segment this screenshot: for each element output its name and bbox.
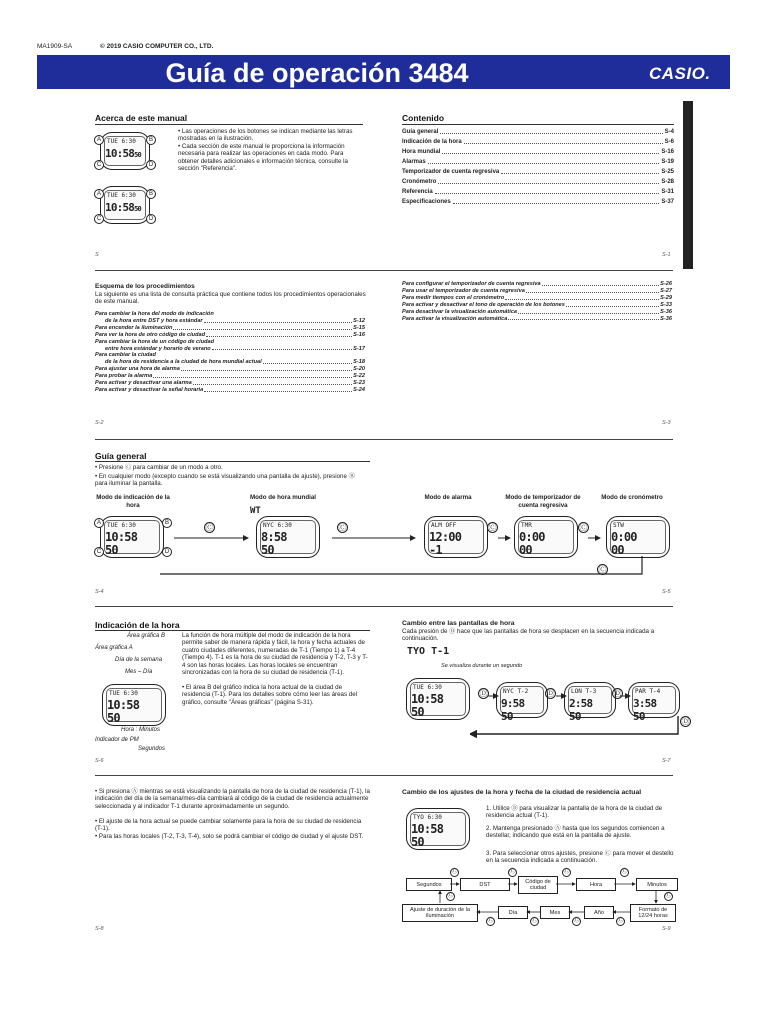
title-bar — [37, 55, 730, 89]
d-button-icon: Ⓓ — [546, 689, 555, 698]
procedures-intro: La siguiente es una lista de consulta práctica que contiene todos los procedimientos operacionales de este manual. — [95, 291, 366, 306]
note-bullet-2: • El ajuste de la hora actual se puede cambiar solamente para la hora de su ciudad de residencia (T-1). — [95, 818, 362, 833]
copyright: © 2019 CASIO COMPUTER CO., LTD. — [100, 43, 214, 50]
mode-label-timekeeping: Modo de indicación de la hora — [96, 494, 170, 509]
separator — [95, 439, 673, 440]
settings-title: Cambio de los ajustes de la hora y fecha de la ciudad de residencia actual — [402, 789, 642, 796]
watch-illustration-1: TUE 6:30 10:5850 A B C D — [94, 130, 154, 170]
c-button-icon: Ⓒ — [205, 523, 214, 532]
settings-step-3: 3. Para seleccionar otros ajustes, presione Ⓒ para mover el destello en la secuencia indicada a continuación. — [486, 850, 674, 865]
c-button-icon: Ⓒ — [509, 869, 516, 875]
label-graphic-a: Área gráfica A — [95, 645, 133, 651]
setting-box: Hora — [576, 878, 616, 891]
timekeeping-watch: TUE 6:30 10:58 50 — [96, 682, 174, 726]
timekeeping-title: Indicación de la hora — [95, 620, 180, 630]
mode-label-world-time: Modo de hora mundial — [250, 494, 316, 501]
one-second-note: Se visualiza durante un segundo — [441, 663, 523, 669]
c-button-icon: Ⓒ — [598, 565, 607, 574]
page-number: S-2 — [95, 420, 104, 426]
about-rule — [95, 124, 363, 125]
general-bullet-1: • Presione Ⓒ para cambiar de un modo a otro. — [95, 464, 223, 471]
c-button-icon: Ⓒ — [451, 869, 458, 875]
mode-label-alarm: Modo de alarma — [424, 494, 472, 501]
c-button-icon: Ⓒ — [531, 918, 538, 924]
procedure-item[interactable]: Para configurar el temporizador de cuenta regresiva S-26 — [402, 281, 672, 287]
contents-title: Contenido — [402, 113, 445, 123]
procedures-title: Esquema de los procedimientos — [95, 283, 195, 290]
cycle-watch-t1: TUE 6:30 10:58 50 — [400, 676, 478, 720]
mode-watch-world-time: NYC 6:30 8:58 50 — [250, 514, 328, 558]
setting-box: Segundos — [406, 878, 452, 891]
c-button-icon: Ⓒ — [665, 893, 672, 899]
page-number: S-6 — [95, 758, 104, 764]
procedure-item[interactable]: Para activar y desactivar una alarma S-23 — [95, 380, 365, 387]
setting-box: Ajuste de duración de la iluminación — [402, 904, 478, 922]
toc-item[interactable]: Guía general S-4 — [402, 129, 674, 135]
mode-watch-timekeeping: TUE 6:30 10:58 50 A B C D — [94, 514, 172, 558]
mode-watch-alarm: ALM OFF 12:00 -1 — [418, 514, 496, 558]
toc-item[interactable]: Cronómetro S-28 — [402, 179, 674, 185]
procedure-item[interactable]: entre hora estándar y horario de verano S-17 — [105, 345, 365, 352]
general-bullet-2: • En cualquier modo (excepto cuando se está visualizando una pantalla de ajuste), presione Ⓑ para iluminar la pantalla. — [95, 473, 355, 488]
procedure-item[interactable]: Para activar y desactivar el tono de operación de los botones S-33 — [402, 301, 672, 308]
c-button-icon: Ⓒ — [488, 523, 497, 532]
toc-item[interactable]: Especificaciones S-37 — [402, 199, 674, 205]
document-code: MA1909-SA — [37, 43, 73, 50]
page-number: S-8 — [95, 926, 104, 932]
wt-indicator: WT — [250, 506, 261, 516]
procedures-list-left — [95, 311, 365, 394]
about-bullet-1: • Las operaciones de los botones se indican mediante las letras mostradas en la ilustración. — [178, 128, 353, 143]
setting-box: Código de ciudad — [518, 876, 558, 894]
page-number: S-9 — [662, 926, 671, 932]
procedure-item[interactable]: Para activar y desactivar la señal horaria S-24 — [95, 386, 365, 393]
general-title: Guía general — [95, 451, 147, 461]
procedure-item[interactable]: Para activar la visualización automática S-36 — [402, 315, 672, 322]
page-number: S — [95, 252, 99, 258]
page-number: S-1 — [662, 252, 671, 258]
label-day-of-week: Día de la semana — [115, 657, 163, 663]
label-seconds: Segundos — [138, 746, 166, 752]
mode-watch-timer: TMR 0:00 00 — [508, 514, 586, 558]
timekeeping-bullet: • El área B del gráfico indica la hora actual de la ciudad de residencia (T-1). Para los detalles sobre cómo leer las áreas del gráfico, consulte "Áreas gráficas" (página S-31). — [182, 684, 358, 706]
procedure-item[interactable]: Para cambiar la ciudad — [95, 352, 156, 359]
setting-box: Día — [498, 906, 528, 919]
c-button-icon: Ⓒ — [579, 523, 588, 532]
cycle-watch-t4: PAR T-4 3:58 50 — [622, 680, 684, 718]
casio-logo: CASIO. — [649, 64, 711, 83]
procedure-item[interactable]: de la hora entre DST y hora estándar S-12 — [105, 317, 365, 324]
procedure-item[interactable]: Para ver la hora de otro código de ciudad S-16 — [95, 331, 365, 338]
procedure-item[interactable]: Para usar el temporizador de cuenta regresiva S-27 — [402, 287, 672, 294]
page-number: S-4 — [95, 589, 104, 595]
procedure-item[interactable]: Para medir tiempos con el cronómetro S-29 — [402, 294, 672, 301]
c-button-icon: Ⓒ — [573, 918, 580, 924]
c-button-icon: Ⓒ — [563, 869, 570, 875]
procedure-item[interactable]: de la hora de residencia a la ciudad de hora mundial actual S-18 — [105, 359, 365, 366]
setting-box: Mes — [540, 906, 570, 919]
settings-step-1: 1. Utilice Ⓓ para visualizar la pantalla de la hora de la ciudad de residencia actual (T-1). — [486, 805, 663, 820]
c-button-icon: Ⓒ — [338, 523, 347, 532]
about-title: Acerca de este manual — [95, 113, 188, 123]
t1-label: TYO T-1 — [407, 646, 450, 657]
page-number: S-3 — [662, 420, 671, 426]
page-number: S-7 — [662, 758, 671, 764]
c-button-icon: Ⓒ — [617, 918, 624, 924]
cycle-watch-t3: LON T-3 2:58 50 — [558, 680, 620, 718]
setting-box: Formato de 12/24 horas — [630, 904, 676, 922]
setting-box: Minutos — [636, 878, 678, 891]
timekeeping-rule — [95, 630, 370, 631]
procedures-list-right — [402, 281, 672, 322]
d-button-icon: Ⓓ — [479, 689, 488, 698]
d-button-icon: Ⓓ — [681, 717, 690, 726]
toc-item[interactable]: Alarmas S-19 — [402, 159, 674, 165]
label-graphic-b: Área gráfica B — [127, 633, 166, 639]
side-tab — [683, 101, 693, 269]
setting-box: Año — [584, 906, 614, 919]
page-title: Guía de operación 3484 — [165, 58, 469, 88]
contents-rule — [402, 124, 674, 125]
c-button-icon: Ⓒ — [621, 869, 628, 875]
procedure-item[interactable]: Para ajustar una hora de alarma S-20 — [95, 366, 365, 373]
toc-item[interactable]: Indicación de la hora S-6 — [402, 139, 674, 145]
label-pm-indicator: Indicador de PM — [95, 737, 139, 743]
label-hour-minutes: Hora : Minutos — [121, 727, 161, 733]
settings-watch: TYO 6:30 10:58 50 — [400, 806, 478, 850]
cycle-title: Cambio entre las pantallas de hora — [402, 620, 515, 627]
settings-flow-arrows — [400, 874, 682, 926]
about-bullet-2: • Cada sección de este manual le proporciona la información necesaria para realizar las operaciones en cada modo. Para obtener detalles adicionales e información técnica, consulte la sección "Referencia". — [178, 143, 348, 173]
procedure-item[interactable]: Para cambiar la hora de un código de ciudad — [95, 338, 215, 345]
settings-step-2: 2. Mantenga presionado Ⓐ hasta que los segundos comiencen a destellar, indicando que está en la pantalla de ajuste. — [486, 825, 665, 840]
cycle-flow-arrows — [470, 686, 680, 738]
procedure-item[interactable]: Para probar la alarma S-22 — [95, 373, 365, 380]
watch-illustration-2: TUE 6:30 10:5850 A B C D — [94, 184, 154, 224]
timekeeping-text: La función de hora múltiple del modo de indicación de la hora permite saber de manera rápida y fácil, la hora y fecha actuales de cuatro ciudades diferentes, numeradas de T-1 (Tiempo 1) a T-4 (Tiempo 4). T-1 es la hora de su ciudad de residencia y T-2, T-3 y T-4 son las horas locales. Las horas locales se encuentran sincronizadas con la hora de su ciudad de residencia (T-1). — [182, 632, 368, 677]
c-button-icon: Ⓒ — [487, 918, 494, 924]
separator — [95, 270, 673, 271]
procedure-item[interactable]: Para encender la iluminación S-15 — [95, 324, 365, 331]
mode-watch-stopwatch: STW 0:00 00 — [600, 514, 678, 558]
note-bullet-1: • Si presiona Ⓐ mientras se está visualizando la pantalla de hora de la ciudad de residencia (T-1), la indicación del día de la semana/mes-día cambiará al código de la ciudad de residencia actualmente seleccionada y al indicador T-1 durante aproximadamente un segundo. — [95, 788, 370, 810]
mode-label-timer: Modo de temporizador de cuenta regresiva — [505, 494, 581, 509]
separator — [95, 606, 673, 607]
procedure-item[interactable]: Para desactivar la visualización automática S-36 — [402, 308, 672, 315]
separator — [95, 775, 673, 776]
toc-item[interactable]: Hora mundial S-16 — [402, 149, 674, 155]
toc-item[interactable]: Referencia S-31 — [402, 189, 674, 195]
d-button-icon: Ⓓ — [613, 689, 622, 698]
procedure-item[interactable]: Para cambiar la hora del modo de indicación — [95, 311, 214, 317]
page-number: S-5 — [662, 589, 671, 595]
general-rule — [95, 461, 370, 462]
setting-box: DST — [460, 878, 510, 891]
c-button-icon: Ⓒ — [447, 893, 454, 899]
cycle-text: Cada presión de Ⓓ hace que las pantallas de hora se desplacen en la secuencia indicada a continuación. — [402, 628, 655, 643]
cycle-watch-t2: NYC T-2 9:58 50 — [490, 680, 552, 718]
mode-label-stopwatch: Modo de cronómetro — [601, 494, 663, 501]
label-month-day: Mes – Día — [125, 669, 153, 675]
toc-item[interactable]: Temporizador de cuenta regresiva S-25 — [402, 169, 674, 175]
contents-list — [402, 127, 674, 207]
note-bullet-3: • Para las horas locales (T-2, T-3, T-4), solo se podrá cambiar el código de ciudad y el ajuste DST. — [95, 833, 364, 840]
